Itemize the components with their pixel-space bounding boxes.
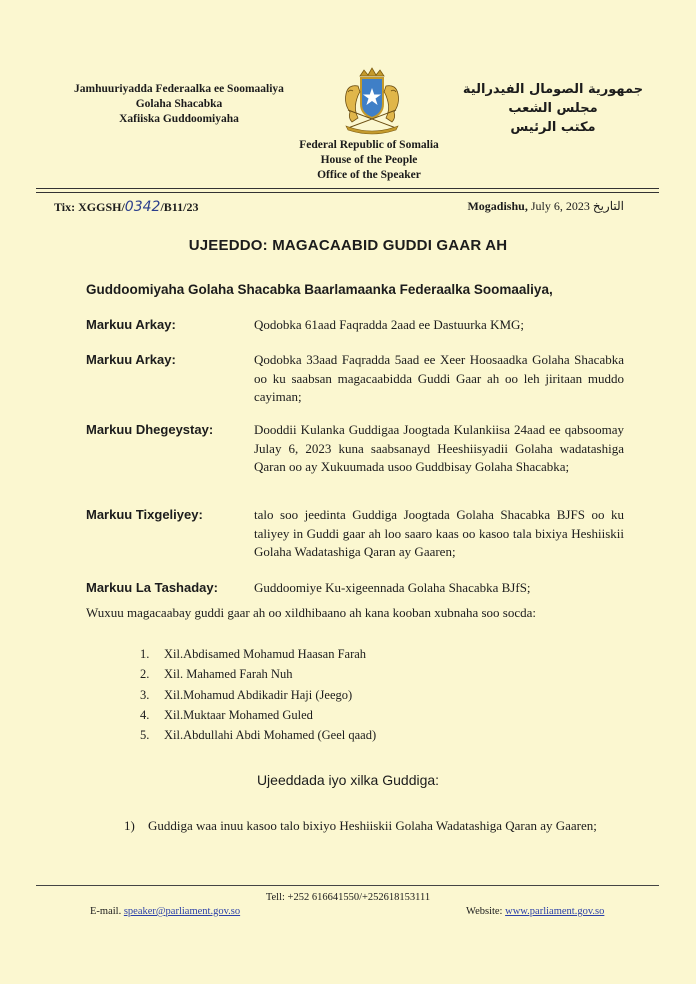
clause-text-2: Qodobka 33aad Faqradda 5aad ee Xeer Hoosaadka Golaha Shacabka oo ku saabsan magacaabidda Guddi Gaar ah oo leh jiritaan muddo cayiman; (254, 352, 624, 404)
reference-suffix: /B11/23 (160, 200, 199, 214)
website-link[interactable]: www.parliament.gov.so (505, 906, 605, 917)
date-value: July 6, 2023 (530, 199, 590, 213)
header-arabic-line-2: مجلس الشعب (508, 101, 598, 116)
somalia-coat-of-arms-emblem (334, 66, 410, 136)
member-name: Xil.Abdisamed Mohamud Haasan Farah (164, 647, 367, 661)
header-english-line-1: Federal Republic of Somalia (299, 139, 439, 151)
purpose-item-number: 1) (124, 818, 135, 833)
document-subject: UJEEDDO: MAGACAABID GUDDI GAAR AH (188, 237, 508, 254)
footer-divider (36, 885, 659, 886)
list-item (140, 705, 376, 725)
list-item (140, 644, 376, 664)
clause-text-3: Dooddii Kulanka Guddigaa Joogtada Kulankiisa 24aad ee qabsoomay Julay 6, 2023 kuna saabsanayd Heeshiisyadii Golaha wadatashiga Qaran oo ay Xukuumada usoo Guddbisay Golaha Shacabka; (254, 422, 624, 474)
reference-prefix: Tix: XGGSH/ (54, 200, 125, 214)
header-arabic-line-3: مكتب الرئيس (510, 120, 596, 135)
list-item-number: 3. (140, 687, 150, 702)
clause-term-4: Markuu Tixgeliyey: (86, 507, 203, 522)
footer-website-label: Website: (466, 906, 503, 917)
footer-website (466, 906, 604, 917)
footer-email-label: E-mail. (90, 906, 122, 917)
clause-term-1: Markuu Arkay: (86, 317, 176, 332)
header-english (254, 138, 484, 183)
date-arabic-label: التاريخ (592, 199, 624, 213)
footer-email (90, 906, 240, 917)
header-english-line-3: Office of the Speaker (317, 169, 421, 181)
clause-text-1: Qodobka 61aad Faqradda 2aad ee Dastuurka KMG; (254, 317, 525, 332)
header-somali (54, 82, 304, 127)
member-name: Xil.Muktaar Mohamed Guled (164, 707, 313, 722)
header-arabic (458, 80, 648, 137)
header-somali-line-2: Golaha Shacabka (135, 98, 223, 110)
clause-text-5: Guddoomiye Ku-xigeennada Golaha Shacabka BJfS; (254, 580, 531, 595)
clause-text-4: talo soo jeedinta Guddiga Joogtada Golaha Shacabka BJFS oo ku taliyey in Guddi gaar ah loo saaro kaas oo kasoo tala bixiya Heshiiskii Golaha Wadatashiga Qaran ay Gaaren; (254, 507, 624, 559)
header-divider-bottom (36, 192, 659, 193)
purpose-heading: Ujeeddada iyo xilka Guddiga: (256, 772, 440, 788)
list-item-number: 1. (140, 647, 150, 661)
header-english-line-2: House of the People (320, 154, 418, 166)
date-city: Mogadishu, (467, 199, 528, 213)
addressee: Guddoomiyaha Golaha Shacabka Baarlamaanka Federaalka Soomaaliya, (86, 282, 553, 297)
header-divider-top (36, 188, 659, 189)
reference-number (54, 199, 198, 215)
clause-term-3: Markuu Dhegeystay: (86, 422, 214, 437)
members-list (140, 644, 376, 745)
list-item (140, 664, 376, 684)
member-name: Xil. Mahamed Farah Nuh (164, 667, 293, 682)
clause-term-5: Markuu La Tashaday: (86, 580, 218, 595)
clause-term-2: Markuu Arkay: (86, 352, 176, 367)
document-date (467, 199, 624, 214)
header-somali-line-1: Jamhuuriyadda Federaalka ee Soomaaliya (74, 83, 284, 95)
list-item-number: 5. (140, 728, 150, 743)
email-link[interactable]: speaker@parliament.gov.so (123, 906, 241, 917)
list-item-number: 2. (140, 667, 150, 682)
header-somali-line-3: Xafiiska Guddoomiyaha (119, 113, 239, 125)
list-item (140, 725, 376, 745)
list-item (140, 685, 376, 705)
member-name: Xil.Mohamud Abdikadir Haji (Jeego) (164, 687, 353, 702)
member-name: Xil.Abdullahi Abdi Mohamed (Geel qaad) (164, 728, 377, 743)
footer-telephone: Tell: +252 616641550/+252618153111 (265, 892, 431, 903)
header-arabic-line-1: جمهورية الصومال الفيدرالية (462, 82, 644, 97)
list-item-number: 4. (140, 707, 150, 722)
reference-handwritten-number: 0342 (124, 199, 161, 215)
members-intro: Wuxuu magacaabay guddi gaar ah oo xildhibaano ah kana kooban xubnaha soo socda: (86, 605, 536, 620)
purpose-item-text: Guddiga waa inuu kasoo talo bixiyo Heshiiskii Golaha Wadatashiga Qaran ay Gaaren; (148, 818, 597, 833)
purpose-item (124, 816, 634, 835)
